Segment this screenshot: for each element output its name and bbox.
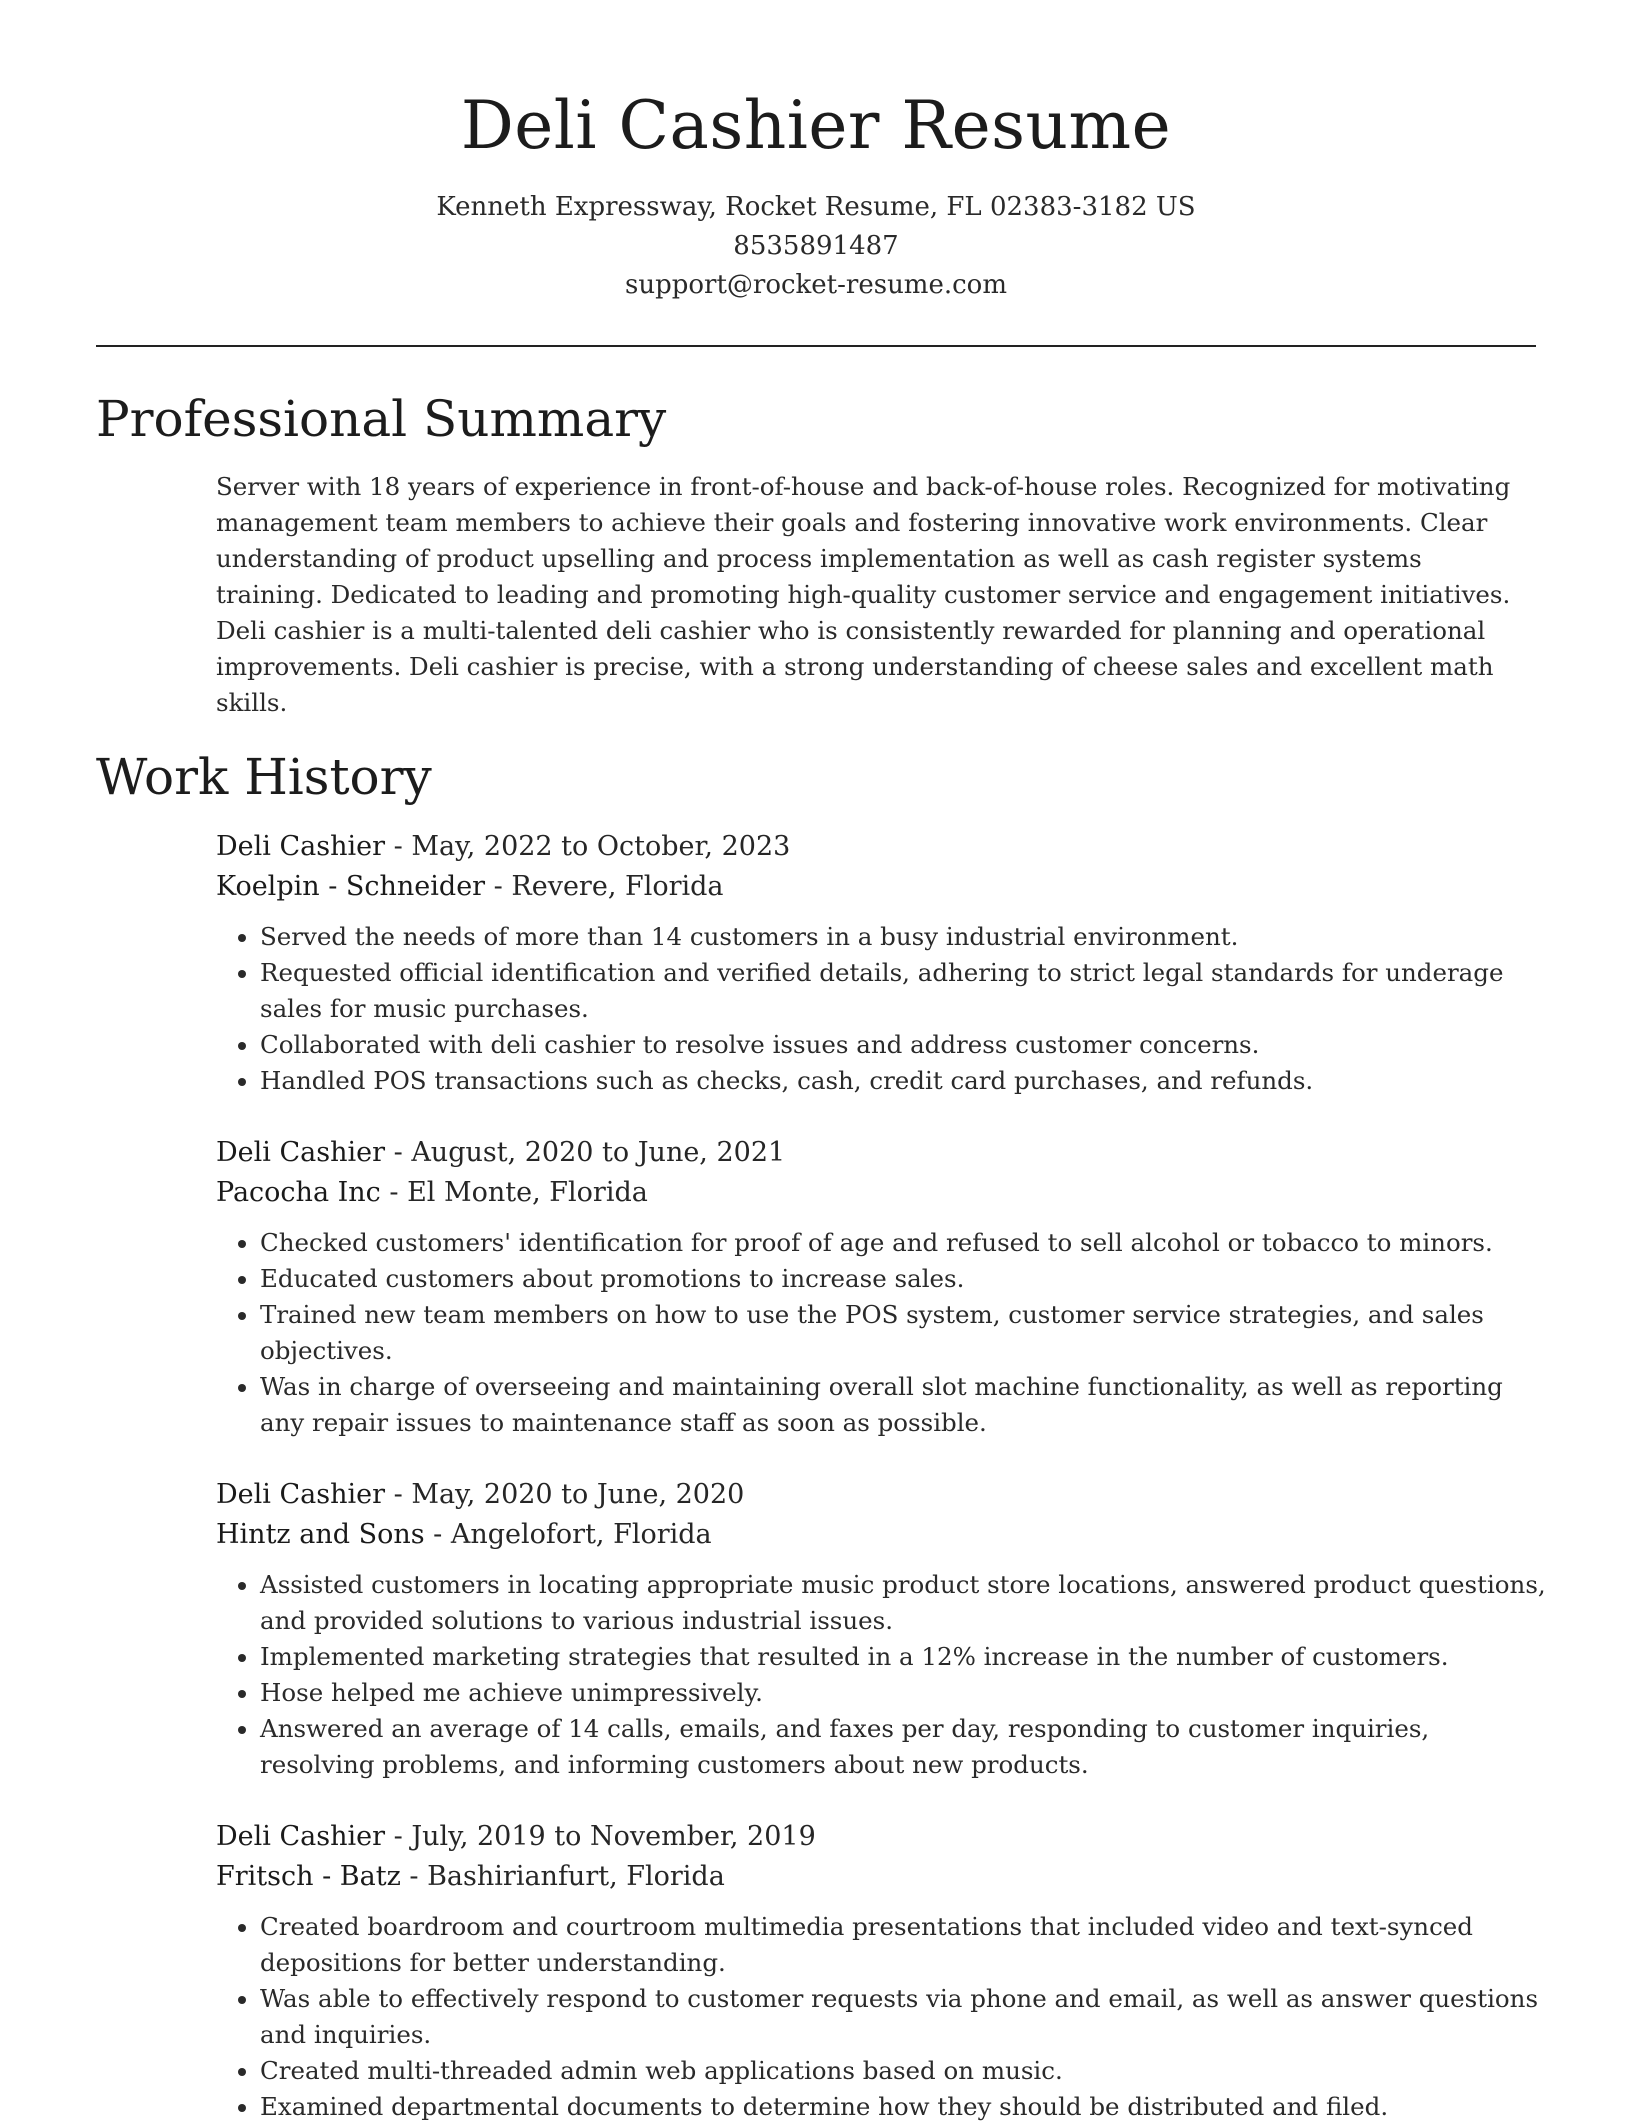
job-location: El Monte, Florida — [407, 1177, 648, 1208]
job-location: Bashirianfurt, Florida — [427, 1861, 725, 1892]
job-bullet: • Trained new team members on how to use the POS system, customer service strategies, and sales objectives. — [260, 1297, 1546, 1369]
job-title: Deli Cashier — [216, 1479, 386, 1510]
job-bullet: • Created multi-threaded admin web applications based on music. — [260, 2053, 1546, 2089]
job-entry — [216, 827, 1546, 1099]
job-dates: May, 2022 to October, 2023 — [411, 831, 791, 862]
job-company: Koelpin - Schneider — [216, 871, 486, 902]
job-bullet: • Handled POS transactions such as checks, cash, credit card purchases, and refunds. — [260, 1063, 1546, 1099]
job-location: Revere, Florida — [511, 871, 724, 902]
job-bullets — [216, 919, 1546, 1099]
job-company: Hintz and Sons — [216, 1519, 425, 1550]
job-bullet: • Collaborated with deli cashier to resolve issues and address customer concerns. — [260, 1027, 1546, 1063]
job-title-line: Deli Cashier - July, 2019 to November, 2019 — [216, 1821, 816, 1852]
job-bullet: • Answered an average of 14 calls, emails, and faxes per day, responding to customer inquiries, resolving problems, and informing customers about new products. — [260, 1711, 1546, 1783]
resume-title: Deli Cashier Resume — [460, 87, 1172, 164]
contact-phone: 8535891487 — [733, 231, 899, 261]
job-bullet: • Served the needs of more than 14 customers in a busy industrial environment. — [260, 919, 1546, 955]
job-bullets — [216, 1225, 1546, 1441]
job-company-line: Pacocha Inc - El Monte, Florida — [216, 1177, 648, 1208]
job-title-line: Deli Cashier - May, 2022 to October, 2023 — [216, 831, 791, 862]
resume-header — [96, 0, 1536, 305]
job-entry — [216, 1475, 1546, 1783]
job-dates: July, 2019 to November, 2019 — [411, 1821, 816, 1852]
header-divider — [96, 345, 1536, 347]
job-title: Deli Cashier — [216, 831, 386, 862]
job-dates: May, 2020 to June, 2020 — [411, 1479, 745, 1510]
job-bullets — [216, 1567, 1546, 1783]
job-location: Angelofort, Florida — [450, 1519, 712, 1550]
job-bullet: • Created boardroom and courtroom multimedia presentations that included video and text-synced depositions for better understanding. — [260, 1909, 1546, 1981]
summary-heading: Professional Summary — [96, 390, 667, 448]
job-bullets — [216, 1909, 1546, 2125]
contact-email: support@rocket-resume.com — [624, 270, 1007, 300]
job-bullet: • Educated customers about promotions to increase sales. — [260, 1261, 1546, 1297]
job-bullet: • Was able to effectively respond to customer requests via phone and email, as well as answer questions and inquiries. — [260, 1981, 1546, 2053]
job-company: Fritsch - Batz — [216, 1861, 401, 1892]
resume-page — [96, 0, 1546, 2125]
job-bullet: • Checked customers' identification for proof of age and refused to sell alcohol or tobacco to minors. — [260, 1225, 1546, 1261]
job-company: Pacocha Inc — [216, 1177, 381, 1208]
job-bullet: • Requested official identification and verified details, adhering to strict legal standards for underage sales for music purchases. — [260, 955, 1546, 1027]
job-bullet: • Implemented marketing strategies that resulted in a 12% increase in the number of customers. — [260, 1639, 1546, 1675]
contact-block — [96, 188, 1536, 305]
job-dates: August, 2020 to June, 2021 — [411, 1137, 786, 1168]
job-company-line: Fritsch - Batz - Bashirianfurt, Florida — [216, 1861, 725, 1892]
job-entry — [216, 1817, 1546, 2125]
job-company-line: Koelpin - Schneider - Revere, Florida — [216, 871, 724, 902]
contact-address: Kenneth Expressway, Rocket Resume, FL 02383-3182 US — [436, 192, 1196, 222]
job-bullet: • Was in charge of overseeing and maintaining overall slot machine functionality, as well as reporting any repair issues to maintenance staff as soon as possible. — [260, 1369, 1546, 1441]
work-history-heading: Work History — [96, 748, 432, 806]
job-entry — [216, 1133, 1546, 1441]
job-title: Deli Cashier — [216, 1821, 386, 1852]
job-title-line: Deli Cashier - May, 2020 to June, 2020 — [216, 1479, 745, 1510]
job-company-line: Hintz and Sons - Angelofort, Florida — [216, 1519, 712, 1550]
job-bullet: • Examined departmental documents to determine how they should be distributed and filed. — [260, 2089, 1546, 2125]
job-title: Deli Cashier — [216, 1137, 386, 1168]
job-list — [216, 827, 1546, 2125]
summary-text: Server with 18 years of experience in front-of-house and back-of-house roles. Recognized for motivating management team members to achieve their goals and fostering innovative work environments. Clear understanding of product upselling and process implementation as well as cash register systems training. Dedicated to leading and promoting high-quality customer service and engagement initiatives. Deli cashier is a multi-talented deli cashier who is consistently rewarded for planning and operational improvements. Deli cashier is precise, with a strong understanding of cheese sales and excellent math skills. — [216, 472, 1511, 717]
job-bullet: • Hose helped me achieve unimpressively. — [260, 1675, 1546, 1711]
job-title-line: Deli Cashier - August, 2020 to June, 2021 — [216, 1137, 786, 1168]
job-bullet: • Assisted customers in locating appropriate music product store locations, answered product questions, and provided solutions to various industrial issues. — [260, 1567, 1546, 1639]
